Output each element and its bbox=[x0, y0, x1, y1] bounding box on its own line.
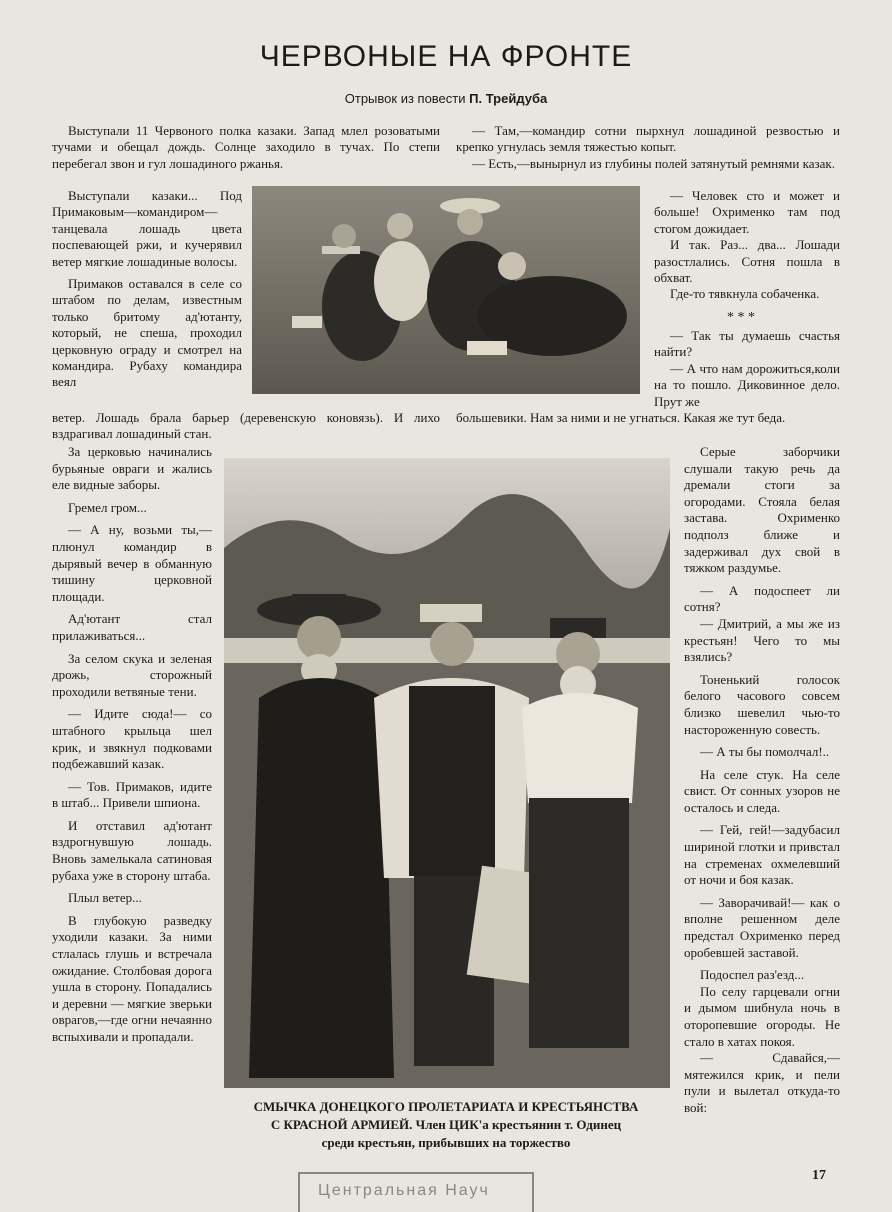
paragraph: — Там,—командир сотни пырхнул лошадиной резвостью и крепко угнулась земля тяжестью копыт. bbox=[456, 123, 840, 155]
col3-beside-main-photo bbox=[684, 444, 840, 1117]
paragraph: Примаков оставался в селе со штабом по делам, известным только бритому ад'ютанту, который, не спеша, проходил церковную ограду и смотрел на командира. Рубаху командира веял bbox=[52, 276, 242, 390]
col2-intro bbox=[456, 123, 840, 172]
article-subtitle bbox=[0, 91, 892, 106]
caption-line-2-caps: С КРАСНОЙ АРМИЕЙ. bbox=[270, 1117, 413, 1132]
library-stamp: Центральная Науч bbox=[298, 1172, 534, 1212]
paragraph: большевики. Нам за ними и не угнаться. Какая же тут беда. bbox=[456, 410, 786, 425]
article-title: ЧЕРВОНЫЕ НА ФРОНТЕ bbox=[259, 40, 633, 73]
paragraph: — А ну, возьми ты,—плюнул командир в дырявый вечер в обманную тишину церковной площади. bbox=[52, 522, 212, 604]
group-photo-main bbox=[224, 458, 670, 1088]
col2-beside-photo bbox=[654, 188, 840, 303]
paragraph: — Так ты думаешь счастья найти? bbox=[654, 328, 840, 360]
col1-intro bbox=[52, 123, 440, 172]
paragraph: — Идите сюда!— со штабного крыльца шел крик, и звякнул подковами подбежавший казак. bbox=[52, 706, 212, 772]
photo-image bbox=[224, 458, 670, 1088]
paragraph: Ад'ютант стал прилаживаться... bbox=[52, 611, 212, 643]
photo-image bbox=[252, 186, 640, 394]
caption-line-3: среди крестьян, прибывших на торжество bbox=[321, 1135, 571, 1150]
paragraph: — Тов. Примаков, идите в штаб... Привели шпиона. bbox=[52, 778, 212, 811]
paragraph: Подоспел раз'езд... bbox=[700, 967, 805, 983]
paragraph: ветер. Лошадь брала барьер (деревенскую коновязь). И лихо вздрагивал лошадиный стан. bbox=[52, 410, 440, 442]
col2-after-stars bbox=[654, 328, 840, 410]
paragraph: Серые заборчики слушали такую речь да дремали стоги за огородами. Стояла белая застава. Охрименко подполз ближе и задерживал дух свой в тяжком раздумье. bbox=[684, 444, 840, 576]
subtitle-prefix: Отрывок из повести bbox=[344, 91, 466, 106]
paragraph: И так. Раз... два... Лошади разостлались. Сотня пошла в обхват. bbox=[654, 237, 840, 286]
paragraph: Выступали казаки... Под Примаковым—командиром—танцевала лошадь цвета поспевающей ржи, и кучерявил ветер мягкие лошадиные волосы. bbox=[52, 188, 242, 269]
photo-caption bbox=[218, 1098, 674, 1152]
paragraph: — А ты бы помолчал!.. bbox=[700, 744, 830, 760]
paragraph: — Человек сто и может и больше! Охрименко там под стогом дожидает. bbox=[654, 188, 840, 236]
paragraph: За селом скука и зеленая дрожь, сторожный проходили ветвяные тени. bbox=[52, 650, 212, 699]
caption-line-2 bbox=[218, 1116, 674, 1134]
group-photo-top bbox=[252, 186, 640, 394]
paragraph: Где-то тявкнула собаченка. bbox=[670, 286, 820, 302]
paragraph: Тоненький голосок белого часового совсем близко шевелил чью-то настороженную совесть. bbox=[684, 671, 840, 737]
paragraph: — Есть,—вынырнул из глубины полей затянутый ремнями казак. bbox=[472, 155, 835, 171]
paragraph: — Гей, гей!—задубасил шириной глотки и привстал на стременах охмелевший от ночи и боя казак. bbox=[684, 822, 840, 888]
caption-line-1: СМЫЧКА ДОНЕЦКОГО ПРОЛЕТАРИАТА И КРЕСТЬЯНСТВА bbox=[253, 1099, 639, 1114]
col1-under-photo bbox=[52, 410, 440, 443]
paragraph: Гремел гром... bbox=[68, 499, 147, 515]
paragraph: — А подоспеет ли сотня? bbox=[684, 582, 840, 615]
section-divider-stars: * * * bbox=[727, 310, 755, 325]
paragraph: В глубокую разведку уходили казаки. За ними стлалась глушь и встречала ожидание. Столбовая дорога ушла в сторону. Попадались и деревни — мягкие зверьки оврагов,—где огни нечаянно вспыхивали и пропадали. bbox=[52, 912, 212, 1044]
col1-beside-photo bbox=[52, 188, 242, 391]
paragraph: — А что нам дорожиться,коли на то пошло. Диковинное дело. Прут же bbox=[654, 360, 840, 409]
paragraph: На селе стук. На селе свист. От сонных узоров не осталось и следа. bbox=[684, 766, 840, 815]
paragraph: Плыл ветер... bbox=[68, 890, 142, 906]
paragraph: — Сдавайся,—мятежился крик, и пели пули и вылетал откуда-то вой: bbox=[684, 1050, 840, 1115]
col1-beside-main-photo bbox=[52, 444, 212, 1046]
paragraph: — Заворачивай!— как о вполне решенном деле предстал Охрименко перед оробевшей заставой. bbox=[684, 894, 840, 960]
paragraph: За церковью начинались бурьяные овраги и жались еле видные заборы. bbox=[52, 444, 212, 493]
caption-line-2-rest: Член ЦИК'а крестьянин т. Одинец bbox=[415, 1117, 622, 1132]
paragraph: По селу гарцевали огни и дымом шибнула ночь в оторопевшие огороды. Не стало в хатах покоя. bbox=[684, 983, 840, 1049]
paragraph: Выступали 11 Червоного полка казаки. Запад млел розоватыми тучами и обещал дождь. Солнце заходило в тучах. По степи перебегал звон и гул лошадиного ржанья. bbox=[52, 123, 440, 171]
author-name: П. Трейдуба bbox=[469, 91, 548, 106]
page-number: 17 bbox=[812, 1168, 826, 1183]
paragraph: — Дмитрий, а мы же из крестьян! Чего то мы взялись? bbox=[684, 615, 840, 665]
col2-under-photo bbox=[456, 410, 840, 426]
paragraph: И отставил ад'ютант вздрогнувшую лошадь. Вновь замелькала сатиновая рубаха уже в сторону штаба. bbox=[52, 817, 212, 883]
